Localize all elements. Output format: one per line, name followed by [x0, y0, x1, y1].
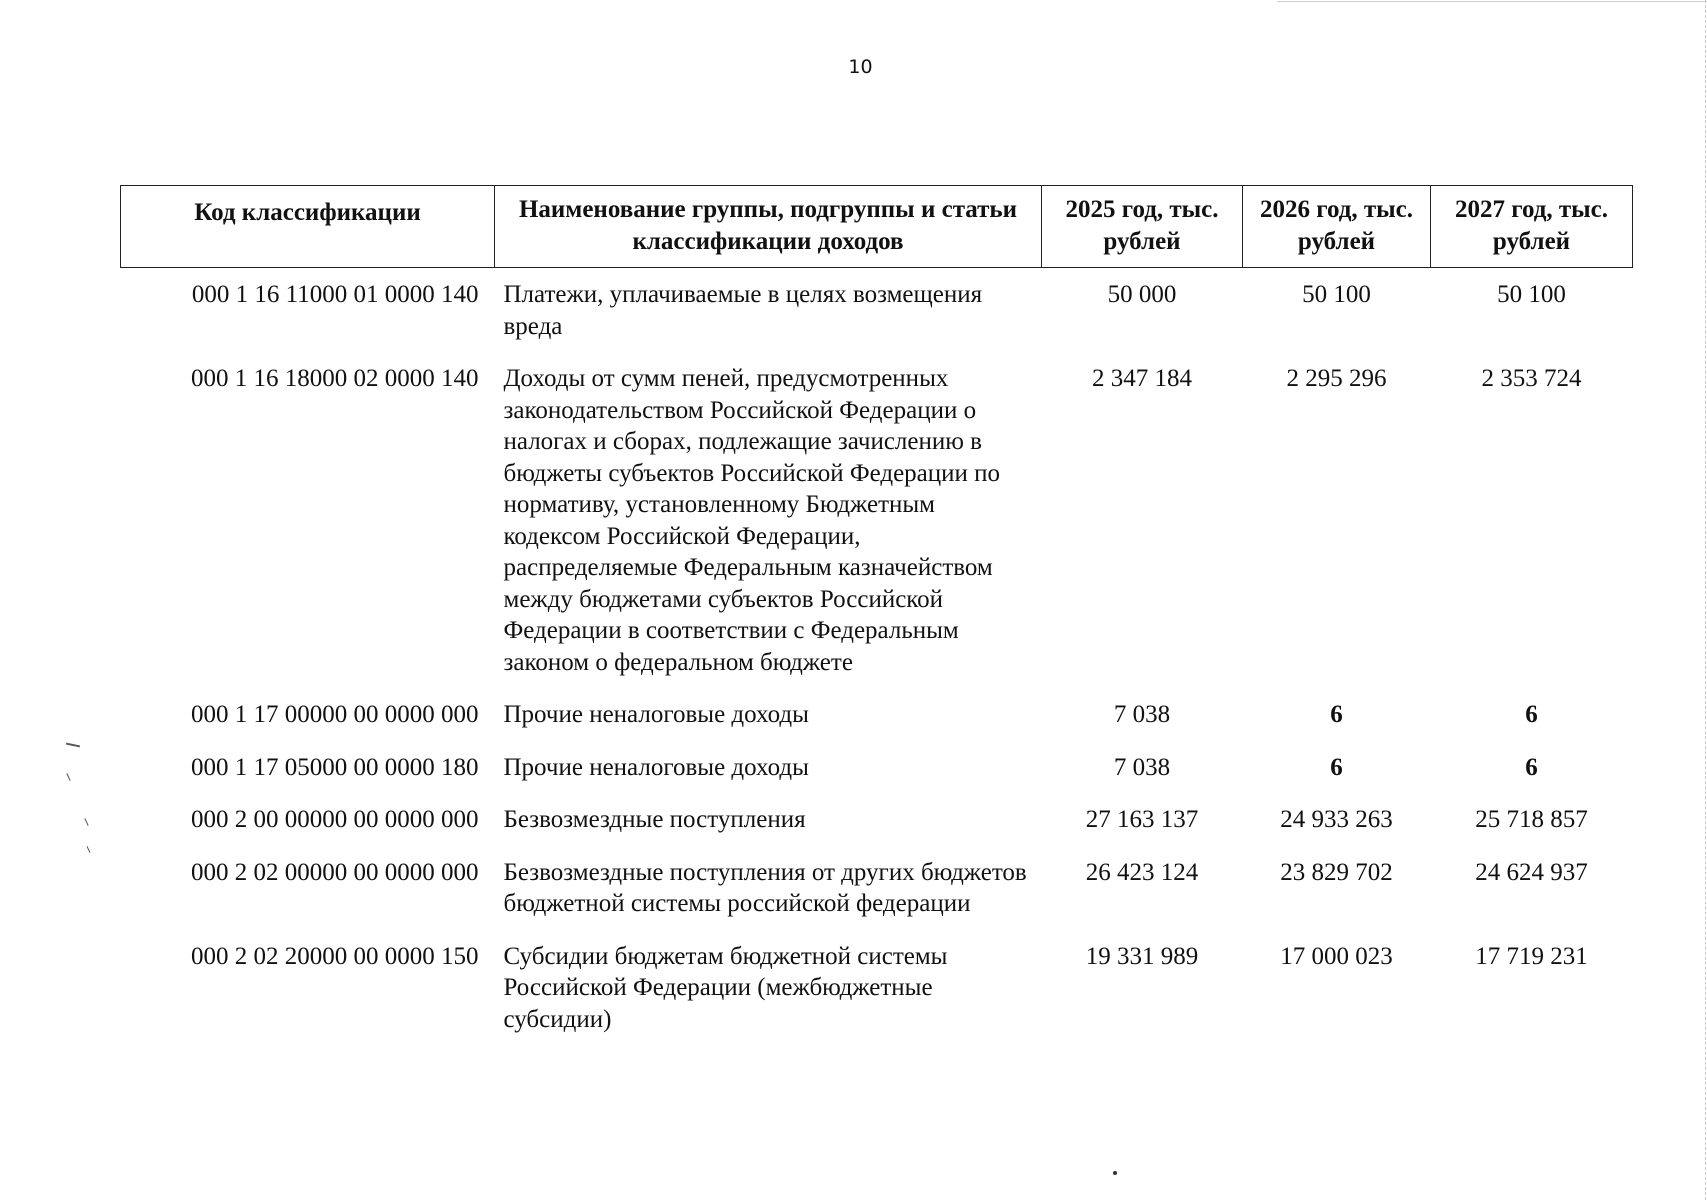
amount-2026: 17 000 023	[1280, 942, 1393, 970]
header-year-2025: 2025 год, тыс. рублей	[1042, 186, 1243, 268]
amount-2027: 50 100	[1497, 281, 1566, 308]
amount-2027: 2 353 724	[1481, 365, 1582, 392]
amount-2025: 19 331 989	[1085, 942, 1199, 970]
classification-code: 000 1 16 18000 02 0000 140	[191, 365, 479, 392]
table-row	[121, 699, 1633, 752]
classification-code: 000 2 02 20000 00 0000 150	[191, 942, 479, 970]
scan-dot	[1113, 1171, 1117, 1175]
scan-edge-right	[1705, 0, 1706, 1200]
amount-2026: 6	[1330, 701, 1343, 728]
amount-2025: 2 347 184	[1092, 365, 1192, 392]
header-year-2027: 2027 год, тыс. рублей	[1431, 186, 1633, 268]
revenue-item-name: Безвозмездные поступления от других бюджетов бюджетной системы российской федерации	[503, 858, 1027, 917]
amount-2025: 26 423 124	[1085, 858, 1199, 886]
scan-mark	[84, 818, 88, 826]
classification-code: 000 1 16 11000 01 0000 140	[191, 281, 479, 308]
table-row	[121, 268, 1633, 364]
table-row	[121, 752, 1633, 805]
scan-mark	[87, 846, 91, 853]
header-code: Код классификации	[121, 186, 495, 268]
table-header	[121, 186, 1633, 268]
revenue-item-name: Прочие неналоговые доходы	[503, 753, 809, 781]
scan-edge-top	[1277, 1, 1707, 2]
amount-2027: 25 718 857	[1475, 806, 1588, 833]
classification-code: 000 2 00 00000 00 0000 000	[191, 806, 479, 833]
revenue-item-name: Прочие неналоговые доходы	[503, 701, 809, 728]
table-row	[121, 363, 1633, 699]
classification-code: 000 2 02 00000 00 0000 000	[191, 858, 479, 886]
table-row	[121, 857, 1633, 941]
amount-2026: 6	[1330, 753, 1343, 781]
amount-2027: 6	[1525, 753, 1538, 781]
amount-2025: 50 000	[1107, 281, 1177, 308]
amount-2027: 24 624 937	[1475, 858, 1588, 886]
table-row	[121, 804, 1633, 857]
amount-2026: 50 100	[1302, 281, 1371, 308]
amount-2025: 7 038	[1113, 701, 1171, 728]
amount-2027: 6	[1525, 701, 1538, 728]
amount-2027: 17 719 231	[1475, 942, 1588, 970]
amount-2026: 2 295 296	[1286, 365, 1387, 392]
revenue-item-name: Платежи, уплачиваемые в целях возмещения вреда	[503, 281, 983, 340]
header-name: Наименование группы, подгруппы и статьи классификации доходов	[495, 186, 1042, 268]
table-body	[121, 268, 1633, 1057]
scan-mark	[66, 773, 70, 781]
scan-mark	[66, 743, 80, 748]
table-row	[121, 941, 1633, 1057]
revenue-table	[120, 185, 1633, 1056]
amount-2026: 23 829 702	[1280, 858, 1393, 886]
classification-code: 000 1 17 00000 00 0000 000	[191, 701, 479, 728]
amount-2025: 27 163 137	[1085, 806, 1199, 833]
revenue-item-name: Субсидии бюджетам бюджетной системы Российской Федерации (межбюджетные субсидии)	[503, 942, 948, 1033]
revenue-item-name: Безвозмездные поступления	[503, 806, 806, 833]
header-row	[121, 186, 1633, 268]
classification-code: 000 1 17 05000 00 0000 180	[191, 753, 479, 781]
amount-2025: 7 038	[1113, 753, 1171, 781]
header-year-2026: 2026 год, тыс. рублей	[1243, 186, 1431, 268]
amount-2026: 24 933 263	[1280, 806, 1393, 833]
revenue-item-name: Доходы от сумм пеней, предусмотренных законодательством Российской Федерации о налогах и сборах, подлежащие зачислению в бюджеты субъектов Российской Федерации по нормативу, установленному Бюджетным кодексом Российской Федерации, распределяемые Федеральным казначейством между бюджетами субъектов Российской Федерации в соответствии с Федеральным законом о федеральном бюджете	[503, 365, 1001, 676]
page-number: 10	[848, 56, 873, 78]
